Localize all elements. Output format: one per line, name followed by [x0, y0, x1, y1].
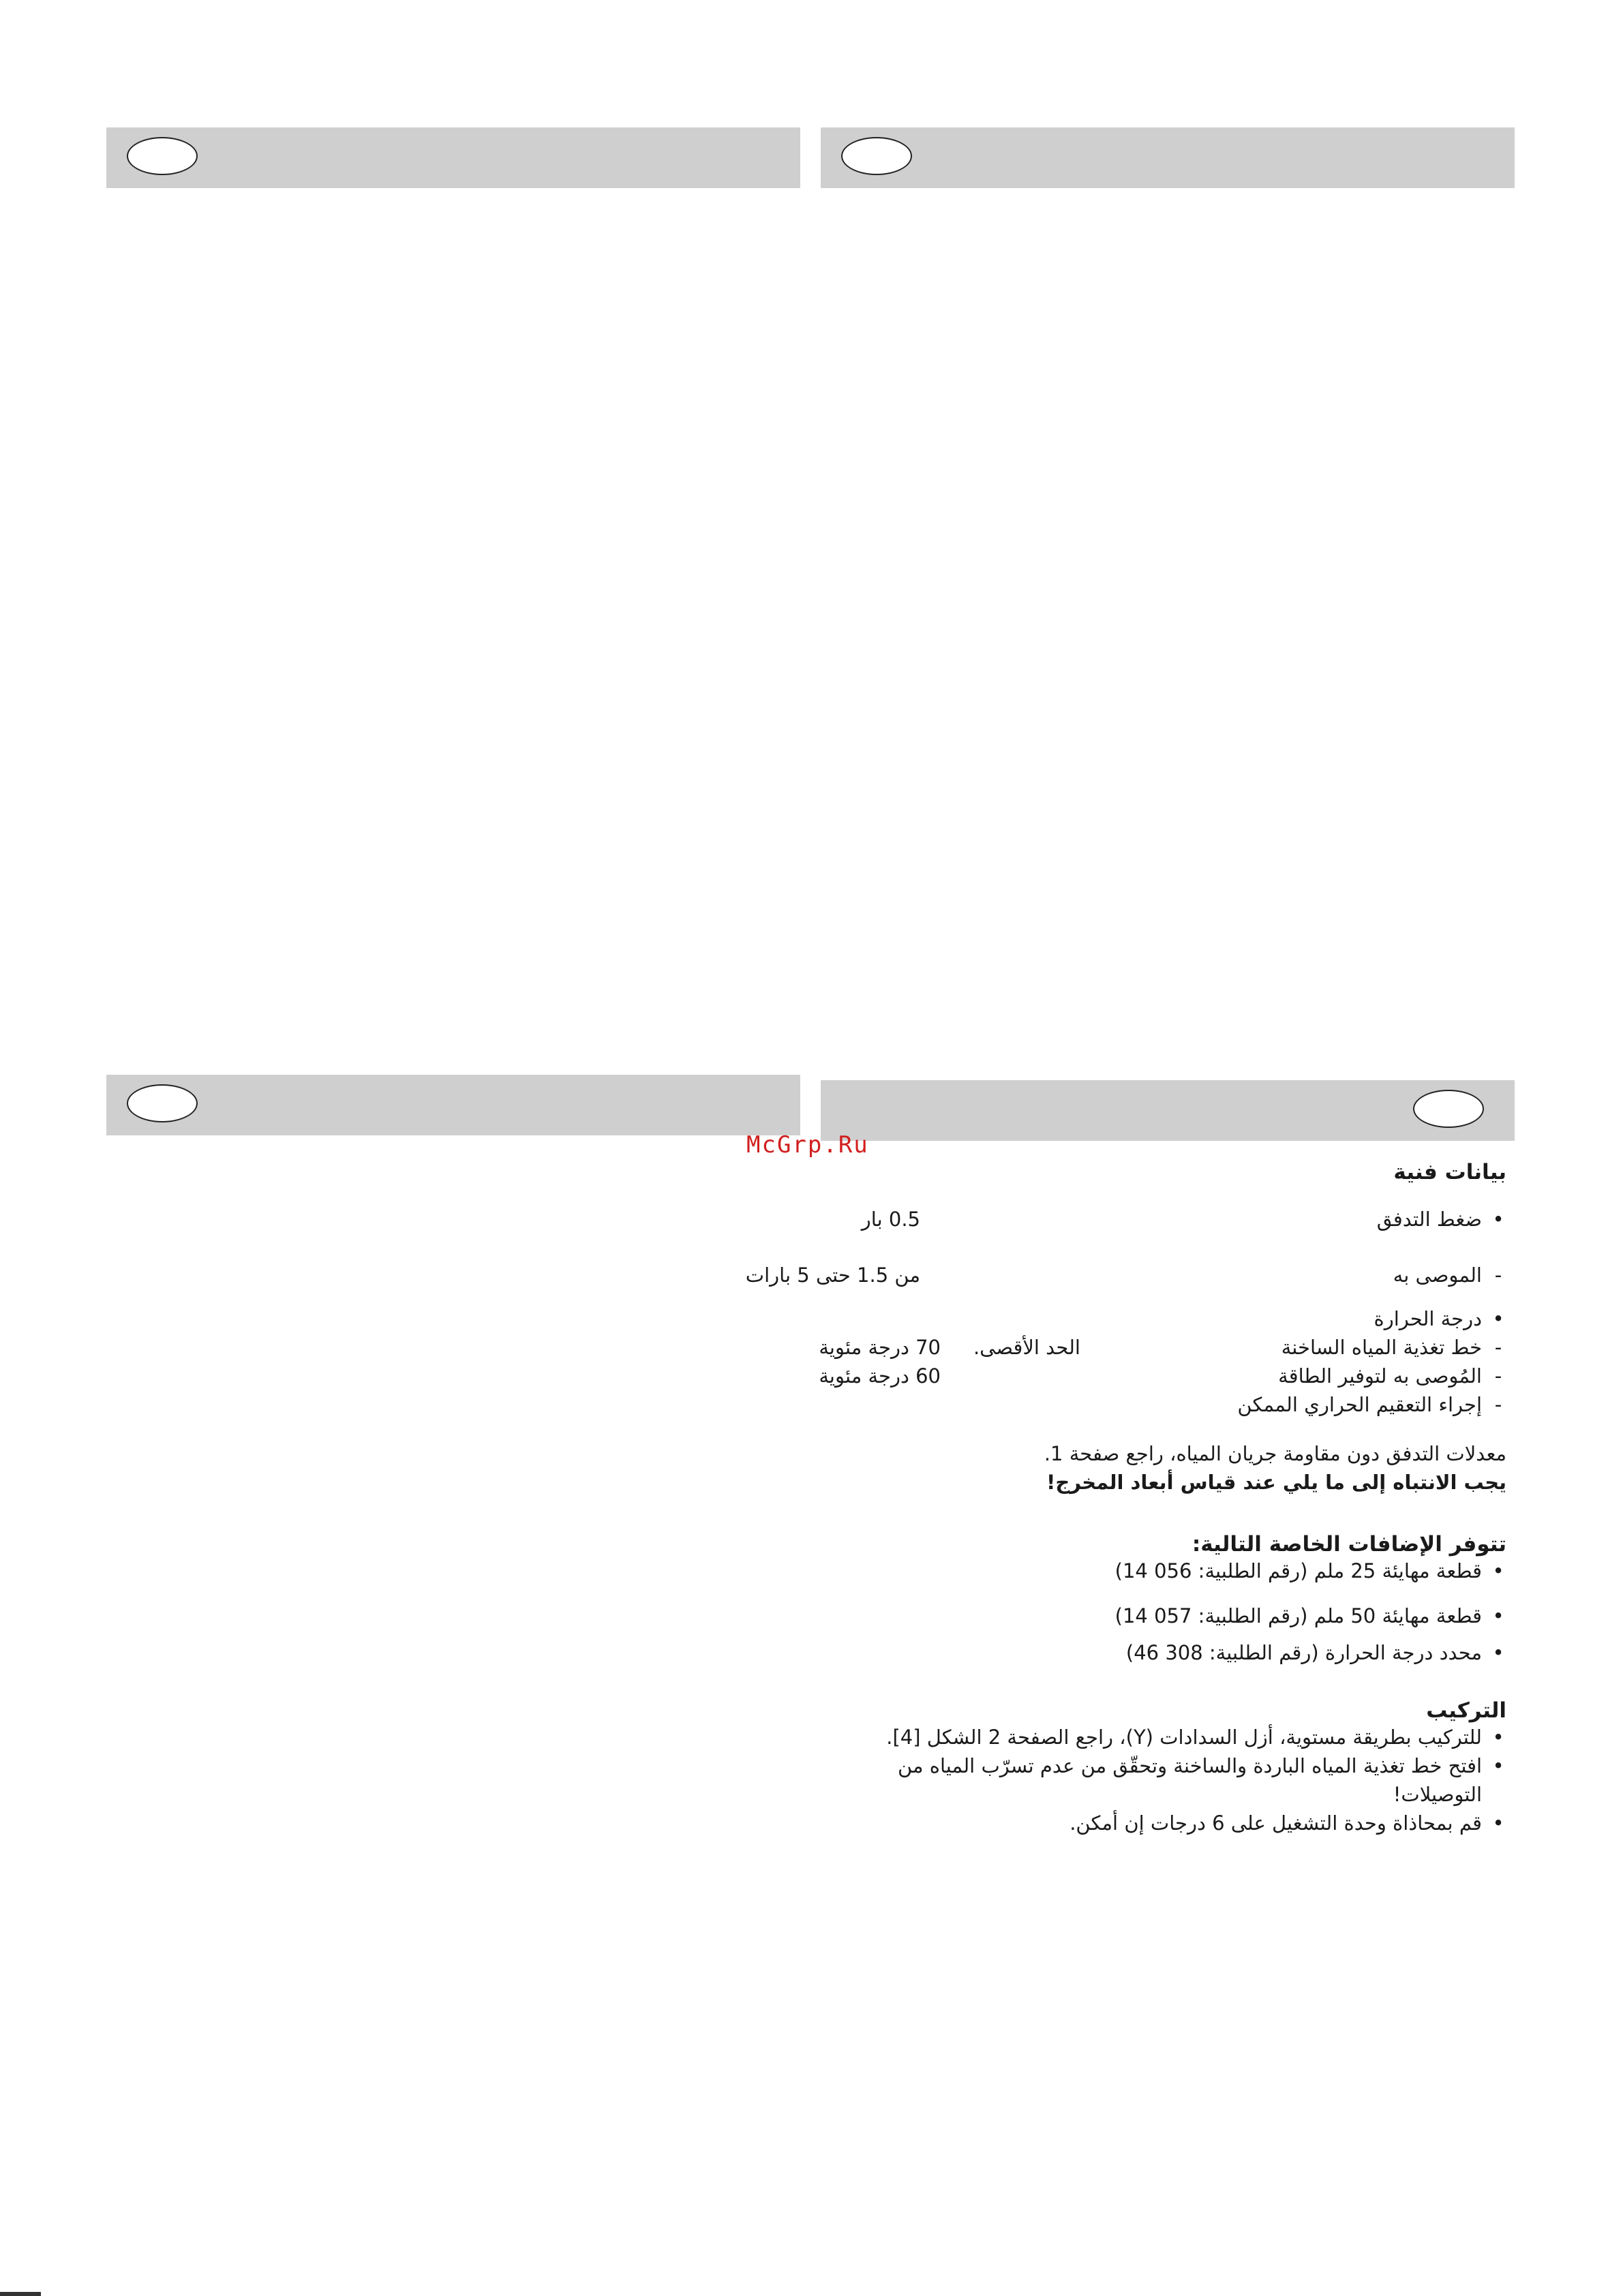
accessory-text: محدد درجة الحرارة (رقم الطلبية: 308 46) [1125, 1641, 1482, 1664]
section-header-bar [106, 1075, 800, 1135]
spec-value: 60 درجة مئوية [819, 1364, 941, 1388]
bullet: • [1492, 1641, 1504, 1664]
spec-label: الموصى به [1393, 1264, 1482, 1287]
section-header-bar [106, 127, 800, 188]
spec-label: خط تغذية المياه الساخنة [1281, 1336, 1482, 1359]
spec-label: إجراء التعقيم الحراري الممكن [1237, 1393, 1482, 1416]
installation-text: افتح خط تغذية المياه الباردة والساخنة وتحقّق من عدم تسرّب المياه من التوصيلات! [897, 1754, 1482, 1806]
section-header-bar [821, 1080, 1515, 1141]
installation-step [828, 1723, 1506, 1751]
bullet: • [1492, 1604, 1504, 1627]
section-header-bar [821, 127, 1515, 188]
bullet: • [1492, 1307, 1504, 1330]
spec-label: ضغط التدفق [1376, 1208, 1482, 1231]
installation-step [828, 1809, 1506, 1837]
spec-value: الحد الأقصى. [973, 1336, 1080, 1359]
installation-text: للتركيب بطريقة مستوية، أزل السدادات (Y)، راجع الصفحة 2 الشكل [4]. [886, 1726, 1482, 1749]
spec-row [745, 1261, 1506, 1289]
language-badge [1413, 1090, 1484, 1128]
accessory-item [828, 1638, 1506, 1667]
spec-value: من 1.5 حتى 5 بارات [745, 1264, 920, 1287]
spec-row [828, 1304, 1506, 1333]
spec-value: 70 درجة مئوية [819, 1336, 941, 1359]
bullet: • [1492, 1726, 1504, 1749]
dash: - [1494, 1393, 1502, 1416]
spec-value: 0.5 بار [861, 1208, 920, 1231]
footer-mark [0, 2292, 41, 2296]
accessory-item [828, 1557, 1506, 1585]
spec-label: درجة الحرارة [1374, 1307, 1482, 1330]
spec-row [819, 1362, 1506, 1390]
dash: - [1494, 1364, 1502, 1388]
spec-label: المُوصى به لتوفير الطاقة [1278, 1364, 1482, 1388]
installation-title: التركيب [1426, 1698, 1506, 1723]
outlet-warning: يجب الانتباه إلى ما يلي عند قياس أبعاد المخرج! [1046, 1471, 1506, 1494]
bullet: • [1492, 1811, 1504, 1835]
installation-text: قم بمحاذاة وحدة التشغيل على 6 درجات إن أمكن. [1070, 1811, 1482, 1835]
bullet: • [1492, 1208, 1504, 1231]
accessories-title: تتوفر الإضافات الخاصة التالية: [1192, 1532, 1506, 1557]
arabic-section [745, 1159, 1506, 1837]
language-badge [127, 1084, 198, 1122]
technical-title: بيانات فنية [1393, 1160, 1506, 1184]
dash: - [1494, 1264, 1502, 1287]
accessory-text: قطعة مهايئة 50 ملم (رقم الطلبية: 057 14) [1114, 1604, 1482, 1627]
spec-row [828, 1205, 1506, 1234]
accessory-item [828, 1602, 1506, 1630]
spec-row [828, 1390, 1506, 1419]
language-badge [841, 137, 912, 175]
installation-step [828, 1751, 1506, 1809]
language-badge [127, 137, 198, 175]
accessory-text: قطعة مهايئة 25 ملم (رقم الطلبية: 056 14) [1114, 1559, 1482, 1582]
bullet: • [1492, 1754, 1504, 1777]
bullet: • [1492, 1559, 1504, 1582]
flow-rate-note: معدلات التدفق دون مقاومة جريان المياه، راجع صفحة 1. [1044, 1442, 1506, 1465]
watermark: McGrp.Ru [746, 1131, 869, 1159]
dash: - [1494, 1336, 1502, 1359]
spec-row [819, 1333, 1506, 1362]
